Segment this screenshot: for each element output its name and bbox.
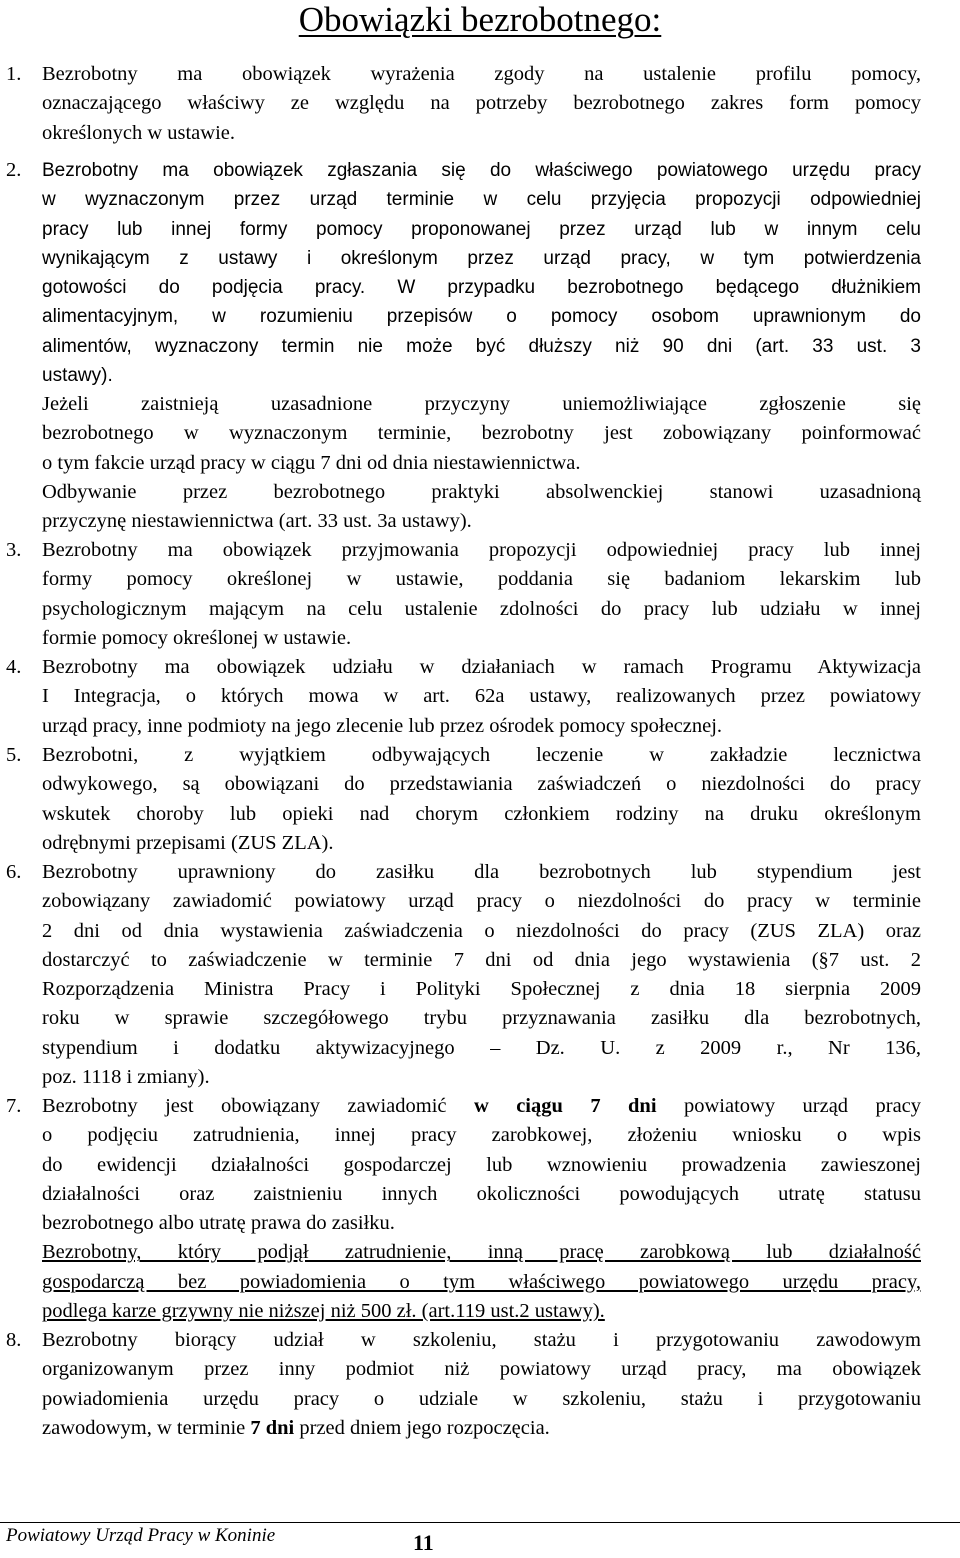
text-line: działalności oraz zaistnieniu innych okoliczności powodujących utratę statusu	[42, 1182, 921, 1205]
page-title: Obowiązki bezrobotnego:	[298, 0, 662, 39]
item-number: 5.	[6, 744, 22, 766]
text-line: o podjęciu zatrudnienia, innej pracy zarobkowej, złożeniu wniosku o wpis	[42, 1124, 921, 1147]
text-line: określonych w ustawie.	[42, 121, 235, 144]
text-line: przyczynę niestawiennictwa (art. 33 ust. 3a ustawy).	[42, 510, 472, 533]
text-line	[42, 1092, 921, 1121]
text-line: bezrobotnego w wyznaczonym terminie, bezrobotny jest zobowiązany poinformować	[42, 422, 921, 445]
text-line: Jeżeli zaistnieją uzasadnione przyczyny uniemożliwiające zgłoszenie się	[42, 393, 921, 415]
text-line: Bezrobotny ma obowiązek przyjmowania propozycji odpowiedniej pracy lub innej	[42, 539, 921, 561]
deadline-emphasis: 7 dni	[250, 1416, 295, 1439]
text-segment: Bezrobotny jest obowiązany zawiadomić	[42, 1095, 447, 1117]
list-item	[42, 1326, 921, 1443]
text-line: odwykowego, są obowiązani do przedstawiania zaświadczeń o niezdolności do pracy	[42, 773, 921, 796]
text-line: wynikającym z ustawy i określonym przez urząd pracy, w tym potwierdzenia	[42, 247, 921, 269]
text-line	[42, 1414, 921, 1443]
text-line: gotowości do podjęcia pracy. W przypadku bezrobotnego będącego dłużnikiem	[42, 277, 921, 299]
text-line: roku w sprawie szczegółowego trybu przyznawania zasiłku dla bezrobotnych,	[42, 1007, 921, 1030]
text-line: do ewidencji działalności gospodarczej lub wznowieniu prowadzenia zawieszonej	[42, 1153, 921, 1176]
text-line: wskutek choroby lub opieki nad chorym członkiem rodziny na druku określonym	[42, 802, 921, 825]
footer-office-name: Powiatowy Urząd Pracy w Koninie	[6, 1525, 276, 1546]
text-line: alimentów, wyznaczony termin nie może być dłuższy niż 90 dni (art. 33 ust. 3	[42, 335, 921, 357]
text-line: zobowiązany zawiadomić powiatowy urząd pracy o niezdolności do pracy w terminie	[42, 890, 921, 913]
item-number: 1.	[6, 63, 22, 85]
text-segment: zawodowym, w terminie	[42, 1416, 246, 1439]
text-line: formie pomocy określonej w ustawie.	[42, 626, 352, 649]
text-line: Bezrobotny ma obowiązek udziału w działaniach w ramach Programu Aktywizacja	[42, 656, 921, 678]
penalty-notice-line: gospodarczą bez powiadomienia o tym właściwego powiatowego urzędu pracy,	[42, 1270, 921, 1293]
item-number: 4.	[6, 656, 22, 678]
item-number: 3.	[6, 539, 22, 561]
text-line: Bezrobotny ma obowiązek zgłaszania się do właściwego powiatowego urzędu pracy	[42, 160, 921, 181]
text-line: bezrobotnego albo utratę prawa do zasiłku.	[42, 1212, 395, 1235]
text-segment: przed dniem jego rozpoczęcia.	[299, 1416, 550, 1439]
text-line: urząd pracy, inne podmioty na jego zlecenie lub przez ośrodek pomocy społecznej.	[42, 714, 723, 737]
item-number: 7.	[6, 1095, 22, 1117]
text-line: Bezrobotny uprawniony do zasiłku dla bezrobotnych lub stypendium jest	[42, 861, 921, 883]
text-line: oznaczającego właściwy ze względu na potrzeby bezrobotnego zakres form pomocy	[42, 92, 921, 115]
list-item	[42, 653, 921, 741]
item-number: 6.	[6, 861, 22, 883]
text-line: w wyznaczonym przez urząd terminie w celu przyjęcia propozycji odpowiedniej	[42, 189, 921, 211]
text-line: alimentacyjnym, w rozumieniu przepisów o pomocy osobom uprawnionym do	[42, 306, 921, 328]
text-line: odrębnymi przepisami (ZUS ZLA).	[42, 831, 334, 854]
page-number: 11	[413, 1530, 434, 1555]
text-line: Odbywanie przez bezrobotnego praktyki absolwenckiej stanowi uzasadnioną	[42, 480, 921, 503]
deadline-emphasis: w ciągu 7 dni	[473, 1095, 657, 1117]
penalty-notice-line: Bezrobotny, który podjął zatrudnienie, inną pracę zarobkową lub działalność	[42, 1241, 921, 1264]
text-line: Bezrobotny biorący udział w szkoleniu, stażu i przygotowaniu zawodowym	[42, 1329, 921, 1351]
text-line: organizowanym przez inny podmiot niż powiatowy urząd pracy, ma obowiązek	[42, 1358, 921, 1381]
text-line: ustawy).	[42, 365, 113, 387]
text-line: psychologicznym mającym na celu ustalenie zdolności do pracy lub udziału w innej	[42, 597, 921, 620]
penalty-notice-line: podlega karze grzywny nie niższej niż 500 zł. (art.119 ust.2 ustawy).	[42, 1300, 605, 1323]
text-line: formy pomocy określonej w ustawie, poddania się badaniom lekarskim lub	[42, 568, 921, 591]
text-line: poz. 1118 i zmiany).	[42, 1066, 210, 1089]
text-line: Bezrobotny ma obowiązek wyrażenia zgody na ustalenie profilu pomocy,	[42, 63, 921, 85]
list-item	[42, 536, 921, 653]
list-item	[42, 1092, 921, 1326]
text-line: dostarczyć to zaświadczenie w terminie 7 dni od dnia jego wystawienia (§7 ust. 2	[42, 948, 921, 971]
list-item	[42, 741, 921, 858]
text-line: Bezrobotni, z wyjątkiem odbywających leczenie w zakładzie lecznictwa	[42, 744, 921, 766]
item-number: 2.	[6, 159, 22, 181]
text-segment: powiatowy urząd pracy	[684, 1095, 922, 1117]
text-line: pracy lub innej formy pomocy proponowanej przez urząd lub w innym celu	[42, 218, 921, 240]
list-item-continuation	[42, 390, 921, 536]
list-item	[42, 858, 921, 1092]
list-item	[42, 60, 921, 148]
text-line: I Integracja, o których mowa w art. 62a ustawy, realizowanych przez powiatowy	[42, 685, 921, 708]
text-line: o tym fakcie urząd pracy w ciągu 7 dni od dnia niestawiennictwa.	[42, 451, 581, 474]
text-line: 2 dni od dnia wystawienia zaświadczenia o niezdolności do pracy (ZUS ZLA) oraz	[42, 919, 921, 942]
item-number: 8.	[6, 1329, 22, 1351]
text-line: powiadomienia urzędu pracy o udziale w szkoleniu, stażu i przygotowaniu	[42, 1387, 921, 1410]
list-item	[42, 156, 921, 390]
text-line: stypendium i dodatku aktywizacyjnego – Dz. U. z 2009 r., Nr 136,	[42, 1036, 921, 1059]
text-line: Rozporządzenia Ministra Pracy i Polityki Społecznej z dnia 18 sierpnia 2009	[42, 978, 921, 1001]
